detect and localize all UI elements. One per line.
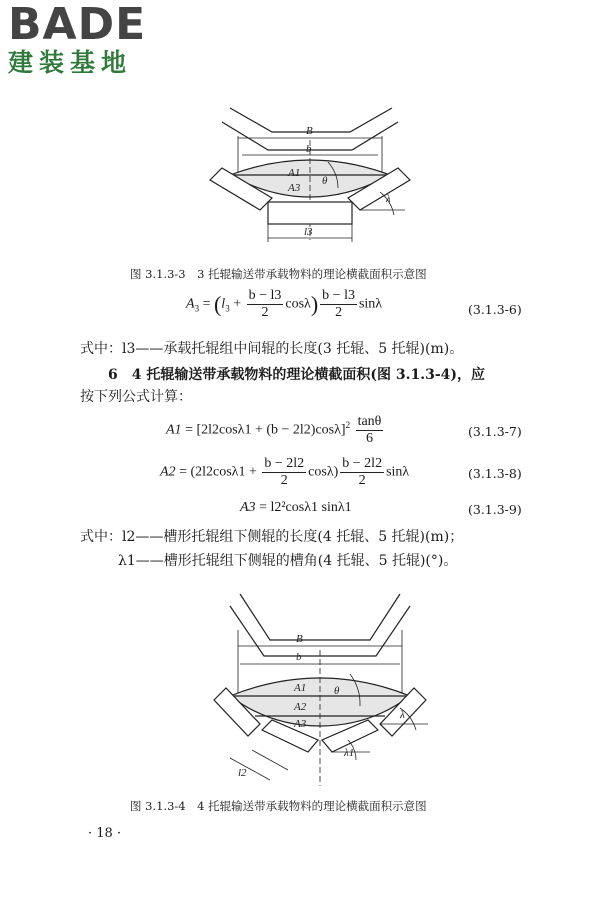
- equation-number-3-1-3-7: (3.1.3-7): [468, 424, 522, 439]
- figure-4-roller-cross-section: [200, 590, 440, 790]
- eq6-num: b − l3: [248, 288, 282, 303]
- label-A3: A3: [288, 182, 301, 194]
- where-clause-l2: 式中：l2——槽形托辊组下侧辊的长度(4 托辊、5 托辊)(m)；: [80, 529, 464, 545]
- equation-3-1-3-8: [160, 456, 409, 489]
- eq8-num: b − 2l2: [264, 456, 305, 471]
- label-B: B: [306, 125, 313, 137]
- eq7-sup: 2: [345, 420, 351, 431]
- para-6-line-2: 按下列公式计算：: [80, 389, 192, 405]
- label-b: b: [306, 143, 312, 155]
- eq6-lhs-sub: 3: [194, 303, 200, 314]
- equation-3-1-3-7: [166, 414, 385, 447]
- logo-main-text: BADE: [8, 0, 147, 50]
- equation-3-1-3-6: $A_3 = (l_3$ + $\frac{b - l3}{2}$ cosλ) $\frac{b - l3}{2}$ sinλ: [186, 288, 383, 320]
- eq6-den: 2: [261, 305, 269, 320]
- equation-number-3-1-3-6: (3.1.3-6): [468, 302, 522, 317]
- equation-number-3-1-3-8: (3.1.3-8): [468, 466, 522, 481]
- figure-3-roller-cross-section: [200, 100, 420, 250]
- where-clause-lambda1: λ1——槽形托辊组下侧辊的槽角(4 托辊、5 托辊)(°)。: [118, 553, 458, 569]
- where-clause-l3: 式中：l3——承载托辊组中间辊的长度(3 托辊、5 托辊)(m)。: [80, 341, 464, 357]
- eq8-open: = (2l2cosλ1 +: [179, 464, 257, 480]
- label-lambda: λ: [386, 193, 391, 205]
- eq6-l3-sub: 3: [225, 303, 230, 314]
- logo-sub-text: 建装基地: [8, 48, 133, 77]
- label-A1: A1: [288, 167, 301, 179]
- eq6-lhs: A: [186, 296, 195, 312]
- eq7-lhs: A1: [166, 422, 182, 438]
- eq9-lhs: A3: [240, 500, 256, 515]
- fig2-label-lambda1: λ1: [344, 747, 355, 759]
- equation-3-1-3-9: [240, 500, 352, 516]
- fig2-label-B: B: [296, 633, 303, 645]
- eq6-tail: sinλ: [358, 296, 383, 312]
- figure-caption-3-1-3-3: 图 3.1.3-3 3 托辊输送带承载物料的理论横截面积示意图: [130, 267, 427, 281]
- eq6-num2: b − l3: [322, 288, 355, 303]
- eq8-tail: sinλ: [386, 464, 410, 480]
- label-theta: θ: [322, 175, 328, 187]
- fig2-label-A1: A1: [294, 682, 307, 694]
- fig2-label-l2: l2: [238, 767, 247, 779]
- eq9-body: = l2²cosλ1 sinλ1: [259, 500, 352, 515]
- label-l3: l3: [304, 226, 313, 238]
- eq6-mid: cosλ: [285, 296, 311, 312]
- eq8-num2: b − 2l2: [342, 456, 383, 471]
- equation-number-3-1-3-9: (3.1.3-9): [468, 502, 522, 517]
- fig2-label-A3: A3: [294, 718, 307, 730]
- eq7-body: = [2l2cosλ1 + (b − 2l2)cosλ]: [185, 422, 346, 438]
- fig2-label-b: b: [296, 651, 302, 663]
- fig2-label-theta: θ: [334, 685, 340, 697]
- eq6-l3: l: [221, 296, 226, 312]
- eq8-den: 2: [280, 473, 288, 488]
- figure-caption-3-1-3-4: 图 3.1.3-4 4 托辊输送带承载物料的理论横截面积示意图: [130, 799, 427, 813]
- eq7-den: 6: [365, 431, 373, 446]
- eq8-lhs: A2: [160, 464, 176, 480]
- para-6-line-1: 6 4 托辊输送带承载物料的理论横截面积(图 3.1.3-4)，应: [108, 367, 486, 383]
- page-number: · 18 ·: [88, 826, 122, 841]
- fig2-label-A2: A2: [294, 701, 307, 713]
- eq8-den2: 2: [358, 473, 366, 488]
- fig2-label-lambda: λ: [400, 709, 405, 721]
- eq6-den2: 2: [335, 305, 343, 320]
- eq8-mid: cosλ): [308, 464, 339, 480]
- brand-logo: [8, 2, 146, 78]
- eq7-num: tanθ: [357, 414, 382, 429]
